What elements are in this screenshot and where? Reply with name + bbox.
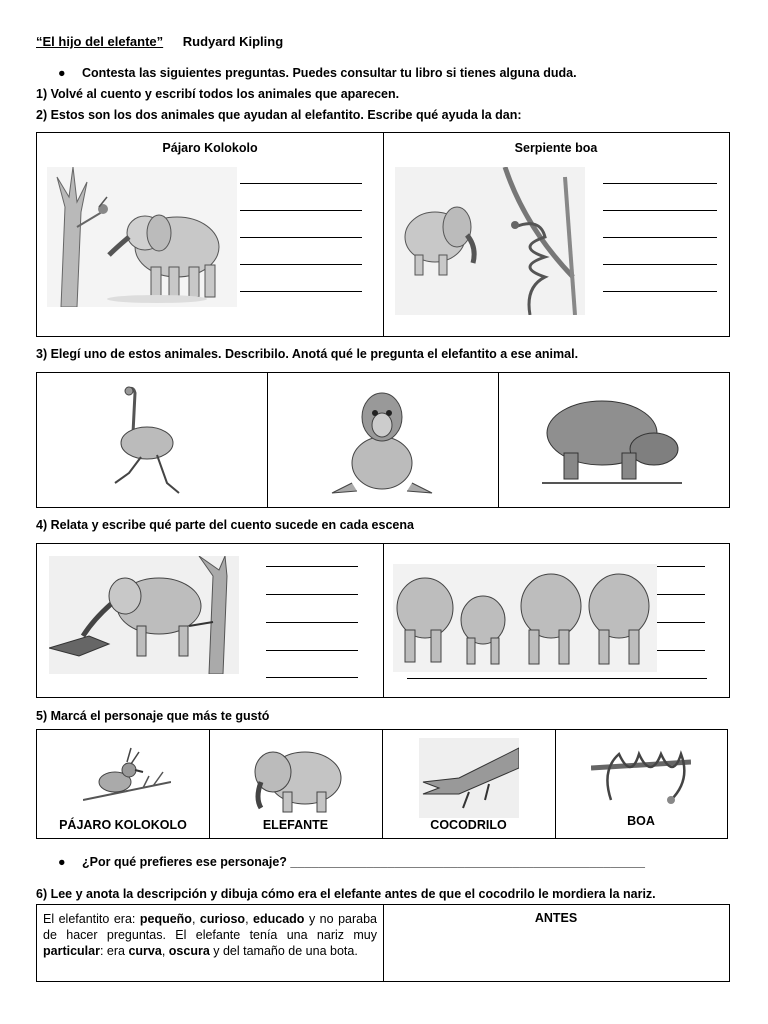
answer-line[interactable]	[240, 237, 362, 238]
hippo-illustration	[542, 383, 682, 489]
answer-line[interactable]	[603, 183, 717, 184]
description-box	[36, 904, 730, 982]
answer-line[interactable]	[603, 291, 717, 292]
worksheet-title	[36, 34, 283, 49]
answer-line[interactable]	[407, 678, 707, 679]
animals-divider	[267, 373, 268, 507]
option-kolokolo[interactable]: PÁJARO KOLOKOLO	[59, 818, 187, 832]
why-question: ¿Por qué prefieres ese personaje? ___________________________________________________	[82, 855, 645, 869]
option-elefante[interactable]: ELEFANTE	[262, 818, 329, 832]
elephant-family-illustration	[393, 564, 657, 672]
option-cocodrilo[interactable]: COCODRILO	[430, 818, 507, 832]
drawing-area[interactable]	[389, 931, 723, 977]
antes-header: ANTES	[534, 911, 578, 925]
story-title: “El hijo del elefante”	[36, 34, 164, 49]
why-bullet: ●	[58, 855, 66, 869]
favorite-character-box	[36, 729, 728, 839]
answer-line[interactable]	[603, 264, 717, 265]
option-boa[interactable]: BOA	[627, 814, 655, 828]
answer-line[interactable]	[266, 677, 358, 678]
elephant-description: El elefantito era: pequeño, curioso, educado y no paraba de hacer preguntas. El elefante tenía una nariz muy particular: era curva, oscura y del tamaño de una bota.	[43, 912, 377, 958]
question-2: 2) Estos son los dos animales que ayudan al elefantito. Escribe qué ayuda la dan:	[36, 108, 522, 122]
baboon-illustration	[327, 383, 437, 497]
answer-line[interactable]	[657, 566, 705, 567]
ostrich-illustration	[107, 383, 187, 497]
answer-line[interactable]	[603, 210, 717, 211]
intro-text: Contesta las siguientes preguntas. Puedes consultar tu libro si tienes alguna duda.	[82, 66, 577, 80]
crocodile-illustration	[419, 738, 519, 818]
author-name: Rudyard Kipling	[182, 34, 284, 49]
answer-line[interactable]	[240, 210, 362, 211]
answer-line[interactable]	[266, 566, 358, 567]
helpers-divider	[383, 133, 384, 336]
answer-line[interactable]	[266, 650, 358, 651]
animals-divider	[498, 373, 499, 507]
elephant-illustration	[247, 742, 347, 814]
kolokolo-bird-illustration	[83, 742, 171, 812]
answer-line[interactable]	[266, 594, 358, 595]
intro-bullet: ●	[58, 66, 66, 80]
answer-line[interactable]	[240, 183, 362, 184]
answer-line[interactable]	[657, 650, 705, 651]
answer-line[interactable]	[266, 622, 358, 623]
question-3: 3) Elegí uno de estos animales. Describilo. Anotá qué le pregunta el elefantito a ese animal.	[36, 347, 579, 361]
boa-illustration	[591, 740, 691, 808]
scenes-box	[36, 543, 730, 698]
helpers-box	[36, 132, 730, 337]
answer-line[interactable]	[657, 594, 705, 595]
answer-line[interactable]	[240, 291, 362, 292]
answer-line[interactable]	[603, 237, 717, 238]
elephant-and-snake-illustration	[395, 167, 585, 315]
boa-header: Serpiente boa	[514, 141, 598, 155]
kolokolo-header: Pájaro Kolokolo	[162, 141, 258, 155]
question-6: 6) Lee y anota la descripción y dibuja cómo era el elefante antes de que el cocodrilo le mordiera la nariz.	[36, 887, 656, 901]
elephant-and-bird-illustration	[47, 167, 237, 307]
question-5: 5) Marcá el personaje que más te gustó	[36, 709, 270, 723]
answer-line[interactable]	[240, 264, 362, 265]
crocodile-pulling-elephant-illustration	[49, 556, 239, 674]
answer-line[interactable]	[657, 622, 705, 623]
animals-box	[36, 372, 730, 508]
scenes-divider	[383, 544, 384, 697]
question-4: 4) Relata y escribe qué parte del cuento sucede en cada escena	[36, 518, 414, 532]
question-1: 1) Volvé al cuento y escribí todos los animales que aparecen.	[36, 87, 400, 101]
